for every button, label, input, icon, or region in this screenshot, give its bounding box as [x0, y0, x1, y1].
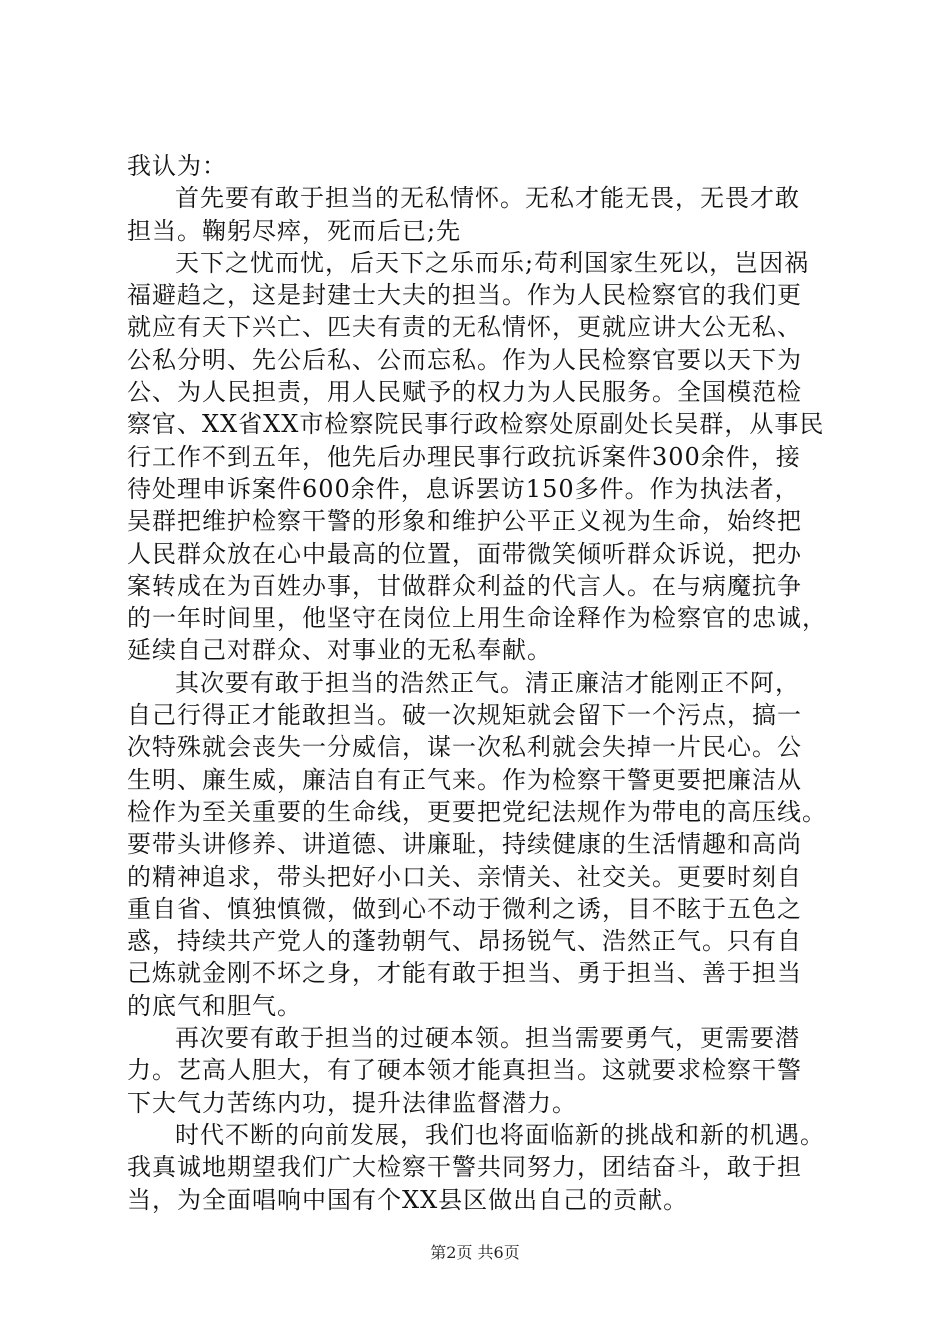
paragraph-intro [127, 150, 827, 182]
text-line: 重自省、慎独慎微，做到心不动于微利之诱，目不眩于五色之 [127, 894, 802, 923]
paragraph-integrity [127, 667, 827, 1022]
text-line: 担当。鞠躬尽瘁，死而后已;先 [127, 216, 462, 245]
text-line: 的精神追求，带头把好小口关、亲情关、社交关。更要时刻自 [127, 862, 802, 891]
text-line: 察官、XX省XX市检察院民事行政检察处原副处长吴群，从事民 [127, 410, 825, 439]
text-line: 公私分明、先公后私、公而忘私。作为人民检察官要以天下为 [127, 345, 802, 374]
text-line: 待处理申诉案件600余件，息诉罢访150多件。作为执法者， [127, 474, 800, 503]
text-line: 力。艺高人胆大，有了硬本领才能真担当。这就要求检察干警 [127, 1056, 802, 1085]
text-line: 首先要有敢于担当的无私情怀。无私才能无畏，无畏才敢 [175, 184, 800, 213]
text-line: 生明、廉生威，廉洁自有正气来。作为检察干警更要把廉洁从 [127, 765, 802, 794]
text-line: 的底气和胆气。 [127, 991, 302, 1020]
page-footer [0, 1240, 950, 1263]
text-line: 我真诚地期望我们广大检察干警共同努力，团结奋斗，敢于担 [127, 1153, 802, 1182]
text-line: 检作为至关重要的生命线，更要把党纪法规作为带电的高压线。 [127, 797, 827, 826]
paragraph-skills [127, 1022, 827, 1119]
text-line: 再次要有敢于担当的过硬本领。担当需要勇气，更需要潜 [175, 1024, 800, 1053]
text-line: 己炼就金刚不坏之身，才能有敢于担当、勇于担当、善于担当 [127, 959, 802, 988]
text-line: 要带头讲修养、讲道德、讲廉耻，持续健康的生活情趣和高尚 [127, 830, 802, 859]
text-line: 案转成在为百姓办事，甘做群众利益的代言人。在与病魔抗争 [127, 571, 802, 600]
paragraph-conclusion [127, 1119, 827, 1216]
text-line: 下大气力苦练内功，提升法律监督潜力。 [127, 1088, 577, 1117]
text-line: 自己行得正才能敢担当。破一次规矩就会留下一个污点，搞一 [127, 701, 802, 730]
text-line: 惑，持续共产党人的蓬勃朝气、昂扬锐气、浩然正气。只有自 [127, 927, 802, 956]
paragraph-selfless [127, 182, 827, 247]
text-line: 就应有天下兴亡、匹夫有责的无私情怀，更就应讲大公无私、 [127, 313, 802, 342]
text-line: 延续自己对群众、对事业的无私奉献。 [127, 636, 552, 665]
text-line: 天下之忧而忧，后天下之乐而乐;苟利国家生死以，岂因祸 [175, 248, 810, 277]
page-number: 第2页 共6页 [430, 1243, 520, 1262]
text-line: 当，为全面唱响中国有个XX县区做出自己的贡献。 [127, 1185, 689, 1214]
text-line: 的一年时间里，他坚守在岗位上用生命诠释作为检察官的忠诚， [127, 604, 827, 633]
text-line: 行工作不到五年，他先后办理民事行政抗诉案件300余件，接 [127, 442, 801, 471]
text-line: 时代不断的向前发展，我们也将面临新的挑战和新的机遇。 [175, 1120, 825, 1149]
text-line: 公、为人民担责，用人民赋予的权力为人民服务。全国模范检 [127, 378, 802, 407]
paragraph-example [127, 247, 827, 667]
text-line: 人民群众放在心中最高的位置，面带微笑倾听群众诉说，把办 [127, 539, 802, 568]
document-body [127, 150, 827, 1216]
text-line: 我认为： [127, 152, 227, 180]
text-line: 次特殊就会丧失一分威信，谋一次私利就会失掉一片民心。公 [127, 733, 802, 762]
text-line: 福避趋之，这是封建士大夫的担当。作为人民检察官的我们更 [127, 281, 802, 310]
text-line: 吴群把维护检察干警的形象和维护公平正义视为生命，始终把 [127, 507, 802, 536]
text-line: 其次要有敢于担当的浩然正气。清正廉洁才能刚正不阿， [175, 668, 800, 697]
